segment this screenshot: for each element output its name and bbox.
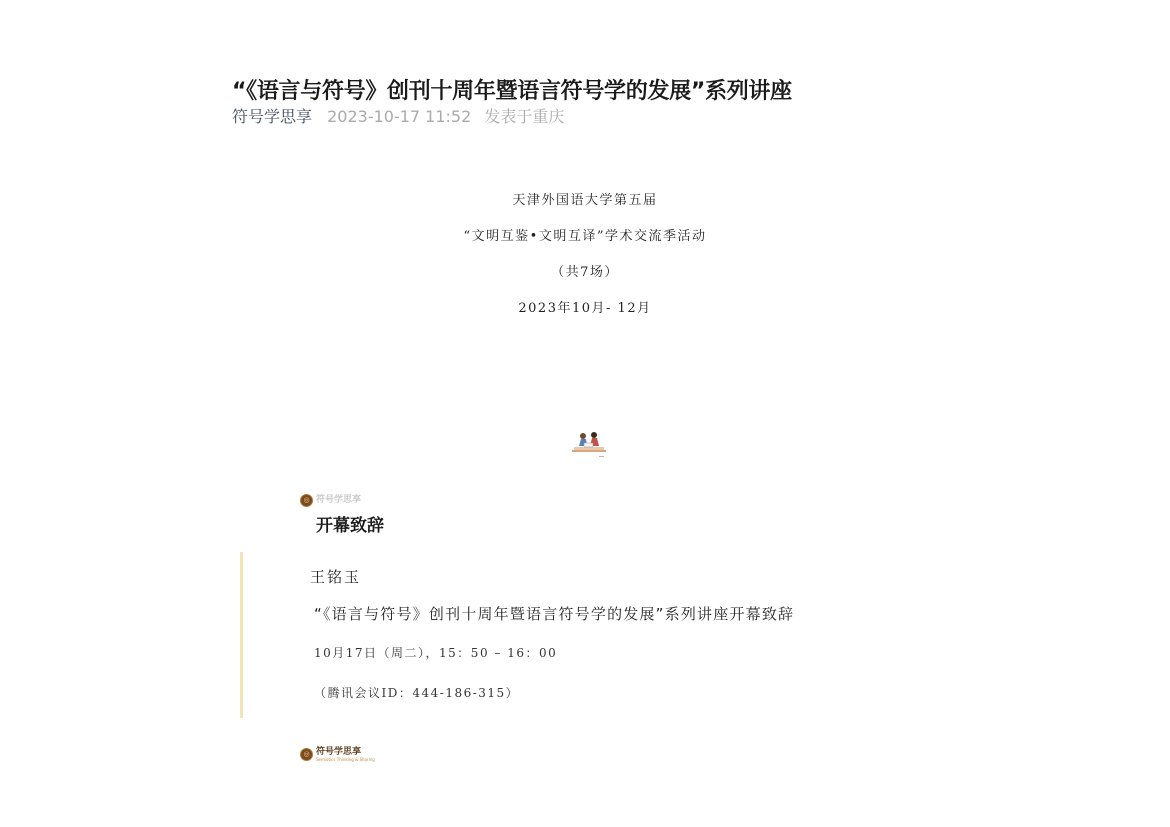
section-heading: 开幕致辞 (316, 516, 384, 536)
talk-title: “《语言与符号》创刊十周年暨语言符号学的发展”系列讲座开幕致辞 (314, 605, 795, 623)
article-container (232, 0, 932, 827)
meeting-id: （腾讯会议ID：444-186-315） (314, 686, 520, 700)
speaker-name: 王铭玉 (310, 568, 362, 586)
publish-date: 2023-10-17 11:52 (327, 107, 472, 126)
brand-tagline: Semiotics Thinking & Sharing (316, 756, 375, 762)
event-intro (232, 188, 938, 332)
reading-figure-icon (572, 428, 608, 460)
brand-wordmark: 符号学思享 (316, 495, 362, 505)
intro-line-organizer: 天津外国语大学第五届 (512, 193, 658, 208)
blockquote-bar (240, 552, 243, 718)
intro-line-period: 2023年10月- 12月 (518, 301, 652, 316)
brand-seal-icon: ◎ (300, 494, 313, 507)
publish-location: 发表于重庆 (484, 107, 565, 126)
brand-wordmark-block (316, 747, 375, 762)
brand-wordmark: 符号学思享 (316, 746, 362, 757)
author-link[interactable]: 符号学思享 (232, 107, 313, 126)
brand-logo-bottom (300, 746, 375, 762)
brand-logo-top (300, 492, 361, 508)
article-title: “《语言与符号》创刊十周年暨语言符号学的发展”系列讲座 (232, 78, 792, 104)
talk-time: 10月17日（周二），15：50 – 16：00 (314, 646, 558, 660)
intro-line-count: （共7场） (551, 265, 619, 280)
intro-line-event: “文明互鉴•文明互译”学术交流季活动 (463, 229, 707, 244)
brand-seal-icon: ◎ (300, 748, 313, 761)
article-meta (232, 104, 572, 130)
